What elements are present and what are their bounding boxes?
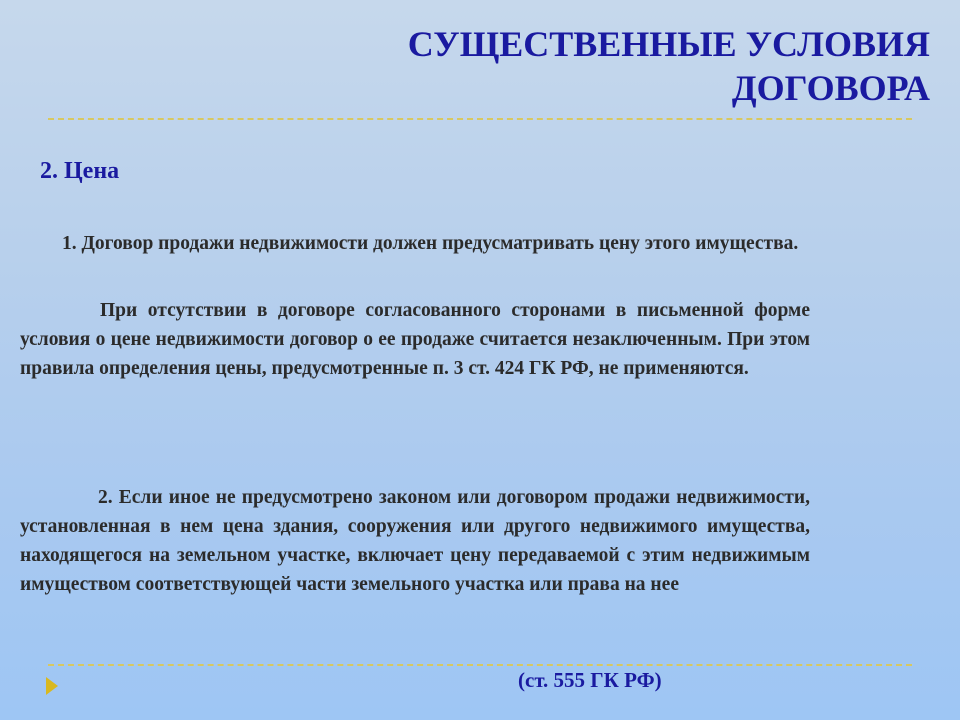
paragraph-1: 1. Договор продажи недвижимости должен предусматривать цену этого имущества. — [62, 233, 799, 254]
paragraph-2: При отсутствии в договоре согласованного сторонами в письменной форме условия о цене недвижимости договор о ее продаже считается незаключенным. При этом правила определения цены, предусмотренные п. 3 ст. 424 ГК РФ, не применяются. — [20, 300, 810, 379]
section-heading: 2. Цена — [40, 158, 120, 184]
title-line-2: ДОГОВОРА — [731, 68, 930, 108]
paragraph-3: 2. Если иное не предусмотрено законом или договором продажи недвижимости, установленная в нем цена здания, сооружения или другого недвижимого имущества, находящегося на земельном участке, включает цену передаваемой с этим недвижимым имуществом соответствующей части земельного участка или права на нее — [20, 487, 810, 595]
bottom-divider — [48, 664, 912, 666]
law-reference: (ст. 555 ГК РФ) — [518, 668, 662, 692]
top-divider — [48, 118, 912, 120]
slide-title — [230, 22, 930, 110]
play-arrow-icon[interactable] — [46, 677, 58, 695]
title-line-1: СУЩЕСТВЕННЫЕ УСЛОВИЯ — [407, 24, 930, 64]
